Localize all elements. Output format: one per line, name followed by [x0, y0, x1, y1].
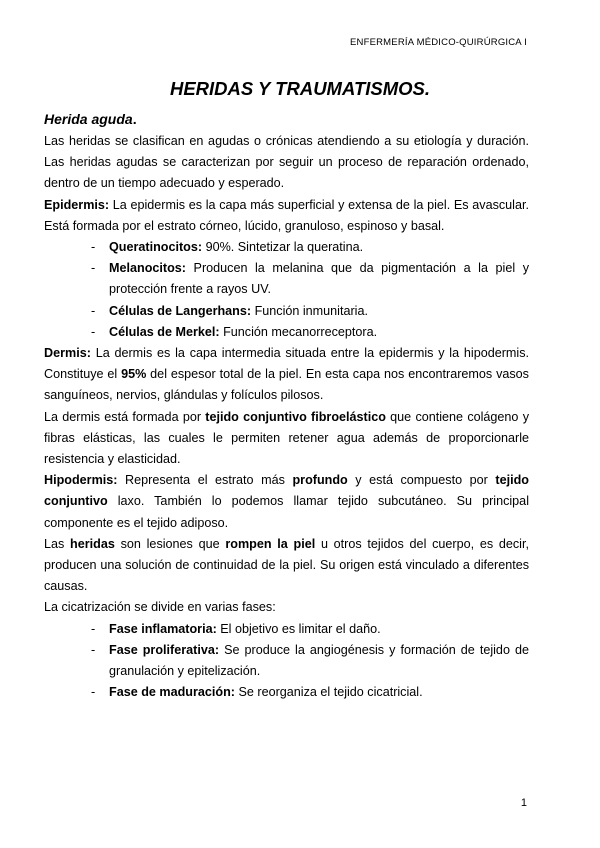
dermis-bold-a: 95% — [121, 367, 147, 382]
list-item — [91, 237, 529, 258]
list-item-term: Células de Merkel: — [109, 324, 220, 339]
list-item-term: Queratinocitos: — [109, 240, 203, 255]
heridas-bold-a: heridas — [70, 536, 115, 551]
section-heading — [44, 108, 529, 131]
dermis-paragraph — [44, 343, 529, 407]
list-item-term: Fase inflamatoria: — [109, 621, 217, 636]
dash-marker: - — [91, 324, 96, 339]
dermis-term: Dermis: — [44, 346, 91, 361]
hipodermis-term: Hipodermis: — [44, 473, 118, 488]
list-item-term: Melanocitos: — [109, 261, 186, 276]
document-body — [44, 108, 529, 703]
dash-marker: - — [91, 240, 96, 255]
list-item-term: Células de Langerhans: — [109, 303, 252, 318]
epidermis-paragraph — [44, 195, 529, 237]
heridas-text-b: son lesiones que — [114, 536, 226, 551]
epidermis-term: Epidermis: — [44, 197, 110, 212]
dermis2-bold-a: tejido conjuntivo fibroelástico — [205, 409, 386, 424]
list-item — [91, 619, 529, 640]
page-number: 1 — [520, 797, 527, 809]
list-item-term: Fase de maduración: — [109, 685, 235, 700]
list-item-term: Fase proliferativa: — [109, 642, 220, 657]
list-item-text: Se produce la angiogénesis y formación de tejido de granulación y epitelización. — [109, 642, 529, 679]
dash-marker: - — [91, 621, 96, 636]
hipodermis-bold-b: tejido conjuntivo — [44, 473, 530, 509]
hipodermis-text-a: Representa el estrato más — [117, 473, 293, 488]
dermis-text-a: La dermis es la capa intermedia situada entre la epidermis y la hipodermis. Constituye el — [44, 346, 529, 382]
intro-paragraph: Las heridas se clasifican en agudas o crónicas atendiendo a su etiología y duración. Las heridas agudas se caracterizan por seguir un proceso de reparación ordenado, dentro de un tiempo adecuado y esperado. — [44, 134, 529, 191]
phases-list — [44, 619, 529, 704]
heridas-paragraph — [44, 534, 529, 598]
list-item — [91, 322, 529, 343]
hipodermis-text-b: y está compuesto por — [347, 473, 496, 488]
heridas-text-c: u otros tejidos del cuerpo, es decir, producen una solución de continuidad de la piel. Su origen está vinculado a diferentes causas. — [44, 536, 529, 594]
running-header: ENFERMERÍA MÉDICO-QUIRÚRGICA I — [349, 37, 527, 48]
list-item-text: Función mecanorreceptora. — [219, 324, 378, 339]
list-item — [91, 682, 529, 703]
dash-marker: - — [91, 261, 96, 276]
section-heading-period: . — [132, 111, 137, 127]
heridas-text-a: Las — [44, 536, 71, 551]
list-item-text: Producen la melanina que da pigmentación a la piel y protección frente a rayos UV. — [109, 261, 529, 297]
dash-marker: - — [91, 303, 96, 318]
epidermis-text: La epidermis es la capa más superficial y extensa de la piel. Es avascular. Está formada por el estrato córneo, lúcido, granuloso, espinoso y basal. — [44, 197, 529, 233]
cicatrizacion-intro: La cicatrización se divide en varias fases: — [44, 600, 276, 615]
heridas-bold-b: rompen la piel — [225, 536, 316, 551]
epidermis-cells-list — [44, 237, 529, 343]
dermis2-text-b: que contiene colágeno y fibras elásticas, las cuales le permiten retener agua además de proporcionarle resistencia y elasticidad. — [44, 409, 529, 467]
list-item-text: 90%. Sintetizar la queratina. — [202, 240, 364, 255]
list-item-text: Función inmunitaria. — [251, 303, 368, 318]
section-heading-text: Herida aguda — [44, 111, 133, 127]
dash-marker: - — [91, 642, 96, 657]
hipodermis-paragraph — [44, 470, 529, 534]
hipodermis-bold-a: profundo — [292, 473, 348, 488]
dash-marker: - — [91, 685, 96, 700]
list-item — [91, 258, 529, 300]
hipodermis-text-c: laxo. También lo podemos llamar tejido subcutáneo. Su principal componente es el tejido adiposo. — [44, 494, 529, 530]
list-item — [91, 301, 529, 322]
list-item-text: Se reorganiza el tejido cicatricial. — [234, 685, 423, 700]
dermis-composition-paragraph — [44, 407, 529, 471]
dermis2-text-a: La dermis está formada por — [44, 409, 206, 424]
list-item — [91, 640, 529, 682]
list-item-text: El objetivo es limitar el daño. — [216, 621, 381, 636]
dermis-text-b: del espesor total de la piel. En esta capa nos encontraremos vasos sanguíneos, nervios, glándulas y folículos pilosos. — [44, 367, 529, 403]
document-title: HERIDAS Y TRAUMATISMOS. — [169, 78, 431, 99]
